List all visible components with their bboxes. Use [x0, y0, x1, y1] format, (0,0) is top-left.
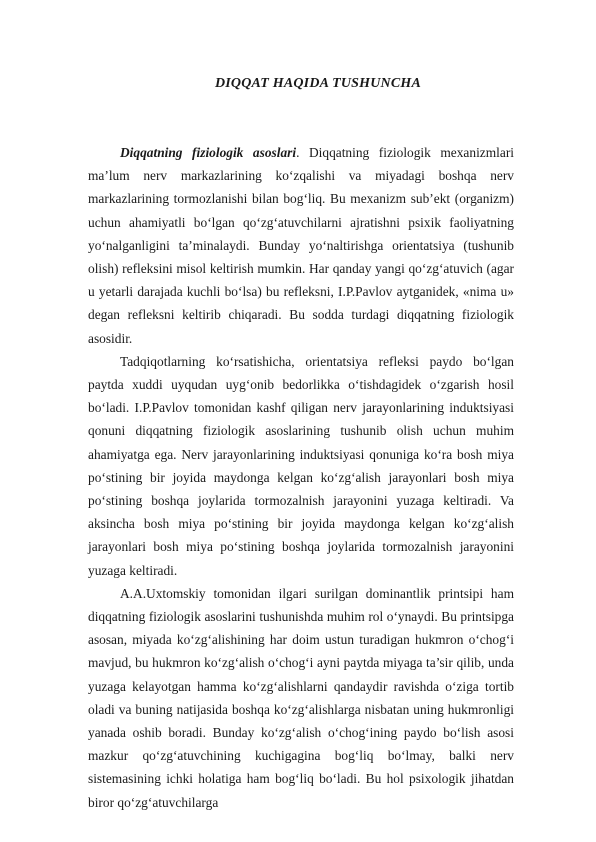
- paragraph-2: Tadqiqotlarning ko‘rsatishicha, orientatsiya refleksi paydo bo‘lgan paytda xuddi uyqudan uyg‘onib bedorlikka o‘tishdagidek o‘zgarish hosil bo‘ladi. I.P.Pavlov tomonidan kashf qiligan nerv jarayonlarining induktsiyasi qonuni diqqatning fiziologik asoslarining tushunib olish uchun muhim ahamiyatga ega. Nerv jarayonlarining induktsiyasi qonuniga ko‘ra bosh miya po‘stining bir joyida maydonga kelgan ko‘zg‘alish jarayonlari bosh miya po‘stining boshqa joylarida tormozalnish jarayonini yuzaga keltiradi. Va aksincha bosh miya po‘stining bir joyida maydonga kelgan ko‘zg‘alish jarayonlari bosh miya po‘stining boshqa joylarida tormozalnish jarayonini yuzaga keltiradi.: [88, 353, 514, 578]
- document-body: [88, 141, 514, 814]
- paragraph-1: [88, 141, 514, 350]
- paragraph-1-text: . Diqqatning fiziologik mexanizmlari ma’lum nerv markazlarining ko‘zqalishi va miyadagi boshqa nerv markazlarining tormozlanishi bilan bog‘liq. Bu mexanizm sub’ekt (organizm) uchun ahamiyatli bo‘lgan qo‘zg‘atuvchilarni ajratishni psixik faoliyatning yo‘nalganligini ta’minalaydi. Bunday yo‘naltirishga orientatsiya (tushunib olish) refleksini misol keltirish mumkin. Har qanday yangi qo‘zg‘atuvich (agar u yetarli darajada kuchli bo‘lsa) bu refleksni, I.P.Pavlov aytganidek, «nima u» degan refleksni keltirib chiqaradi. Bu sodda turdagi diqqatning fiziologik asosidir.: [88, 145, 514, 346]
- paragraph-3: A.A.Uxtomskiy tomonidan ilgari surilgan dominantlik printsipi ham diqqatning fiziologik asoslarini tushunishda muhim rol o‘ynaydi. Bu printsipga asosan, miyada ko‘zg‘alishining har doim ustun turadigan hukmron o‘chog‘i mavjud, bu hukmron ko‘zg‘alish o‘chog‘i ayni paytda miyaga ta’sir qilib, unda yuzaga kelayotgan hamma ko‘zg‘alishlarni qandaydir ravishda o‘ziga tortib oladi va buning natijasida boshqa ko‘zg‘alishlarga nisbatan uning hukmronligi yanada oshib boradi. Bunday ko‘zg‘alish o‘chog‘ining paydo bo‘lish asosi mazkur qo‘zg‘atuvchining kuchigagina bog‘liq bo‘lmay, balki nerv sistemasining ichki holatiga ham bog‘liq bo‘ladi. Bu hol psixologik jihatdan biror qo‘zg‘atuvchilarga: [88, 585, 514, 810]
- paragraph-1-lead: Diqqatning fiziologik asoslari: [120, 145, 297, 160]
- document-title: DIQQAT HAQIDA TUSHUNCHA: [214, 76, 422, 91]
